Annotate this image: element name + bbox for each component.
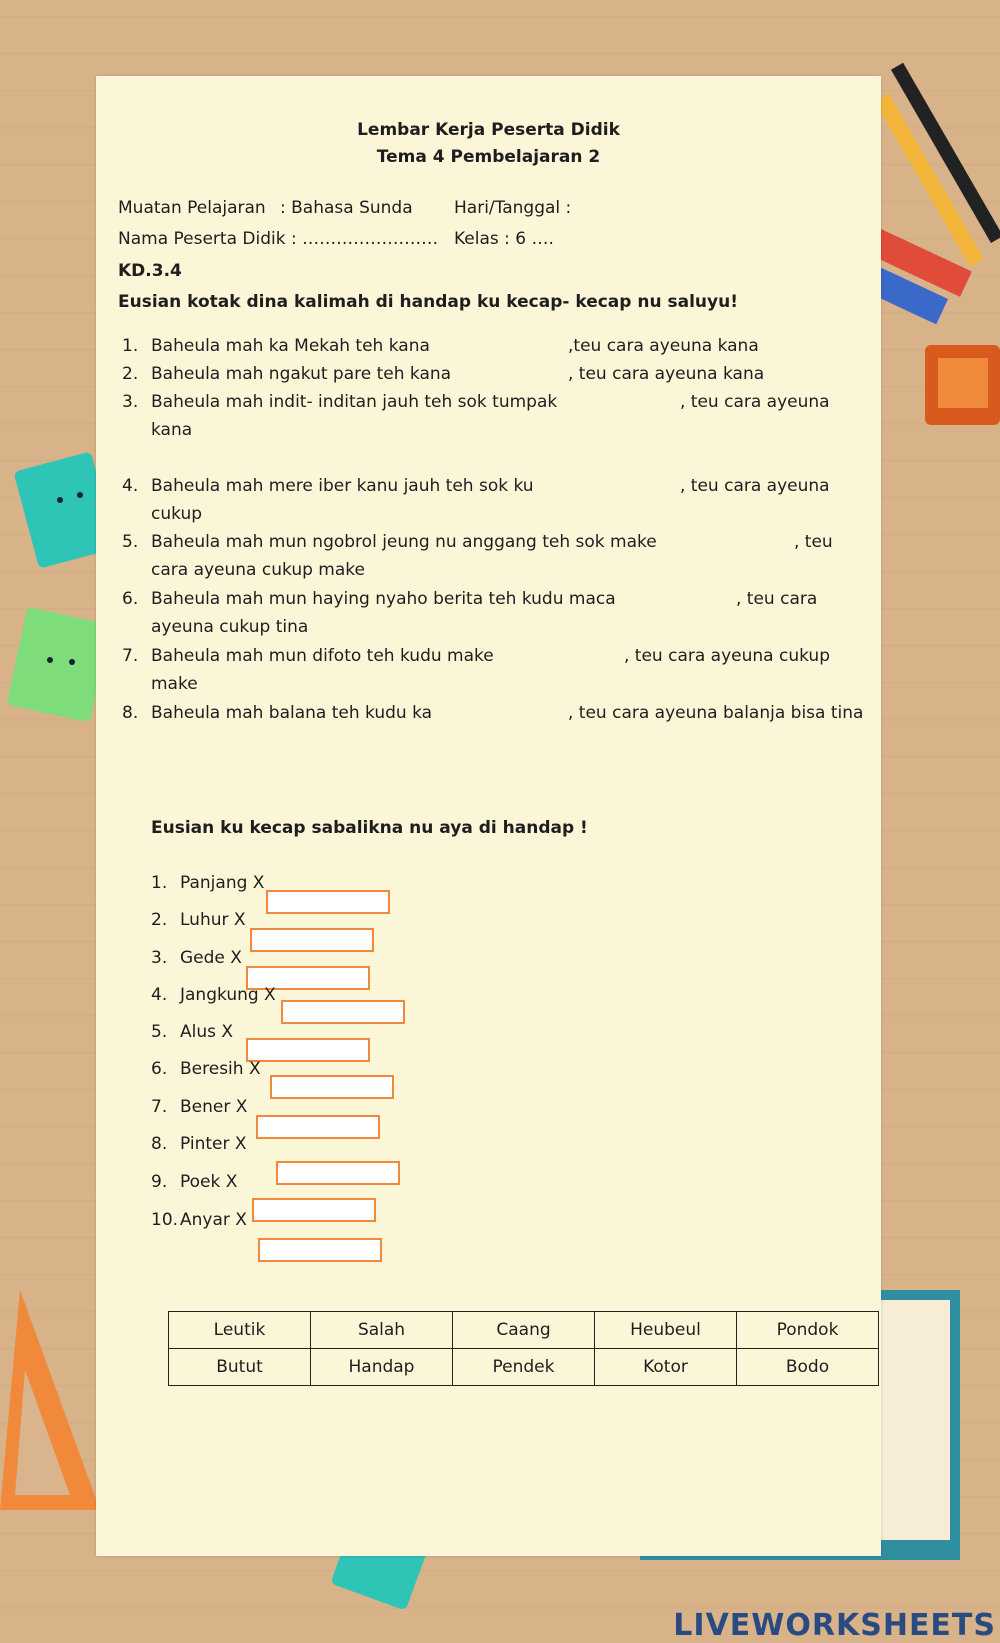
item-text-continuation: kana [151, 420, 193, 440]
item-text-end: ,teu cara ayeuna kana [568, 336, 759, 356]
liveworksheets-logo: LIVEWORKSHEETS [673, 1608, 996, 1643]
item-number: 8. [151, 1134, 168, 1154]
item-text-continuation: ayeuna cukup tina [151, 617, 309, 637]
table-cell: Caang [453, 1312, 595, 1349]
item-word: Beresih X [180, 1059, 261, 1079]
item-text: Baheula mah indit- inditan jauh teh sok tumpak [151, 392, 558, 412]
worksheet-subtitle: Tema 4 Pembelajaran 2 [376, 147, 601, 167]
item-number: 6. [122, 589, 139, 609]
table-cell: Bodo [737, 1349, 879, 1386]
item-text: Baheula mah balana teh kudu ka [151, 703, 433, 723]
item-word: Bener X [180, 1097, 248, 1117]
item-number: 2. [122, 364, 139, 384]
table-row [169, 1312, 879, 1349]
table-cell: Leutik [169, 1312, 311, 1349]
item-number: 3. [151, 948, 168, 968]
class-label: Kelas : 6 …. [454, 229, 554, 249]
item-text-continuation: cukup [151, 504, 203, 524]
table-cell: Kotor [595, 1349, 737, 1386]
item-text: Baheula mah mun difoto teh kudu make [151, 646, 494, 666]
item-number: 1. [151, 873, 168, 893]
item-number: 4. [151, 985, 168, 1005]
item-text-end: , teu cara ayeuna kana [568, 364, 765, 384]
box-icon [920, 340, 1000, 430]
subject-label: Muatan Pelajaran [118, 198, 266, 218]
item-text: Baheula mah ka Mekah teh kana [151, 336, 430, 356]
item-number: 8. [122, 703, 139, 723]
item-word: Jangkung X [180, 985, 276, 1005]
section1-instruction: Eusian kotak dina kalimah di handap ku kecap- kecap nu saluyu! [118, 292, 738, 312]
table-cell: Handap [311, 1349, 453, 1386]
item-number: 7. [151, 1097, 168, 1117]
answer-box[interactable] [281, 1000, 405, 1024]
item-text: Baheula mah mun ngobrol jeung nu anggang teh sok make [151, 532, 657, 552]
item-text-end: , teu cara ayeuna cukup [624, 646, 831, 666]
answer-box[interactable] [276, 1161, 400, 1185]
item-word: Pinter X [180, 1134, 247, 1154]
table-cell: Butut [169, 1349, 311, 1386]
item-number: 2. [151, 910, 168, 930]
item-text-end: , teu cara [736, 589, 818, 609]
answer-box[interactable] [258, 1238, 382, 1262]
section2-instruction: Eusian ku kecap sabalikna nu aya di handap ! [151, 818, 588, 838]
item-number: 10. [151, 1210, 179, 1230]
ruler-triangle-icon [0, 1290, 110, 1520]
item-word: Luhur X [180, 910, 246, 930]
item-word: Gede X [180, 948, 242, 968]
answer-box[interactable] [256, 1115, 380, 1139]
item-number: 5. [122, 532, 139, 552]
item-number: 6. [151, 1059, 168, 1079]
item-word: Anyar X [180, 1210, 247, 1230]
student-name-label: Nama Peserta Didik : …………………… [118, 229, 439, 249]
table-cell: Pondok [737, 1312, 879, 1349]
table-cell: Pendek [453, 1349, 595, 1386]
item-text-continuation: cara ayeuna cukup make [151, 560, 365, 580]
worksheet-title: Lembar Kerja Peserta Didik [357, 120, 620, 140]
table-cell: Salah [311, 1312, 453, 1349]
item-number: 7. [122, 646, 139, 666]
item-number: 4. [122, 476, 139, 496]
word-bank-table [168, 1311, 879, 1386]
answer-box[interactable] [250, 928, 374, 952]
item-word: Poek X [180, 1172, 238, 1192]
table-row [169, 1349, 879, 1386]
answer-box[interactable] [252, 1198, 376, 1222]
item-word: Panjang X [180, 873, 265, 893]
item-text: Baheula mah ngakut pare teh kana [151, 364, 452, 384]
item-number: 3. [122, 392, 139, 412]
item-text-continuation: make [151, 674, 198, 694]
item-text: Baheula mah mere iber kanu jauh teh sok ku [151, 476, 534, 496]
answer-box[interactable] [246, 1038, 370, 1062]
item-text-end: , teu cara ayeuna balanja bisa tina [568, 703, 864, 723]
answer-box[interactable] [270, 1075, 394, 1099]
item-number: 5. [151, 1022, 168, 1042]
kd-label: KD.3.4 [118, 261, 182, 281]
item-text-end: , teu cara ayeuna [680, 476, 830, 496]
item-number: 9. [151, 1172, 168, 1192]
item-word: Alus X [180, 1022, 234, 1042]
item-text: Baheula mah mun haying nyaho berita teh kudu maca [151, 589, 616, 609]
table-cell: Heubeul [595, 1312, 737, 1349]
item-number: 1. [122, 336, 139, 356]
worksheet-paper [96, 76, 881, 1556]
item-text-end: , teu [794, 532, 833, 552]
item-text-end: , teu cara ayeuna [680, 392, 830, 412]
subject-value: : Bahasa Sunda [280, 198, 413, 218]
date-label: Hari/Tanggal : [454, 198, 572, 218]
answer-box[interactable] [266, 890, 390, 914]
